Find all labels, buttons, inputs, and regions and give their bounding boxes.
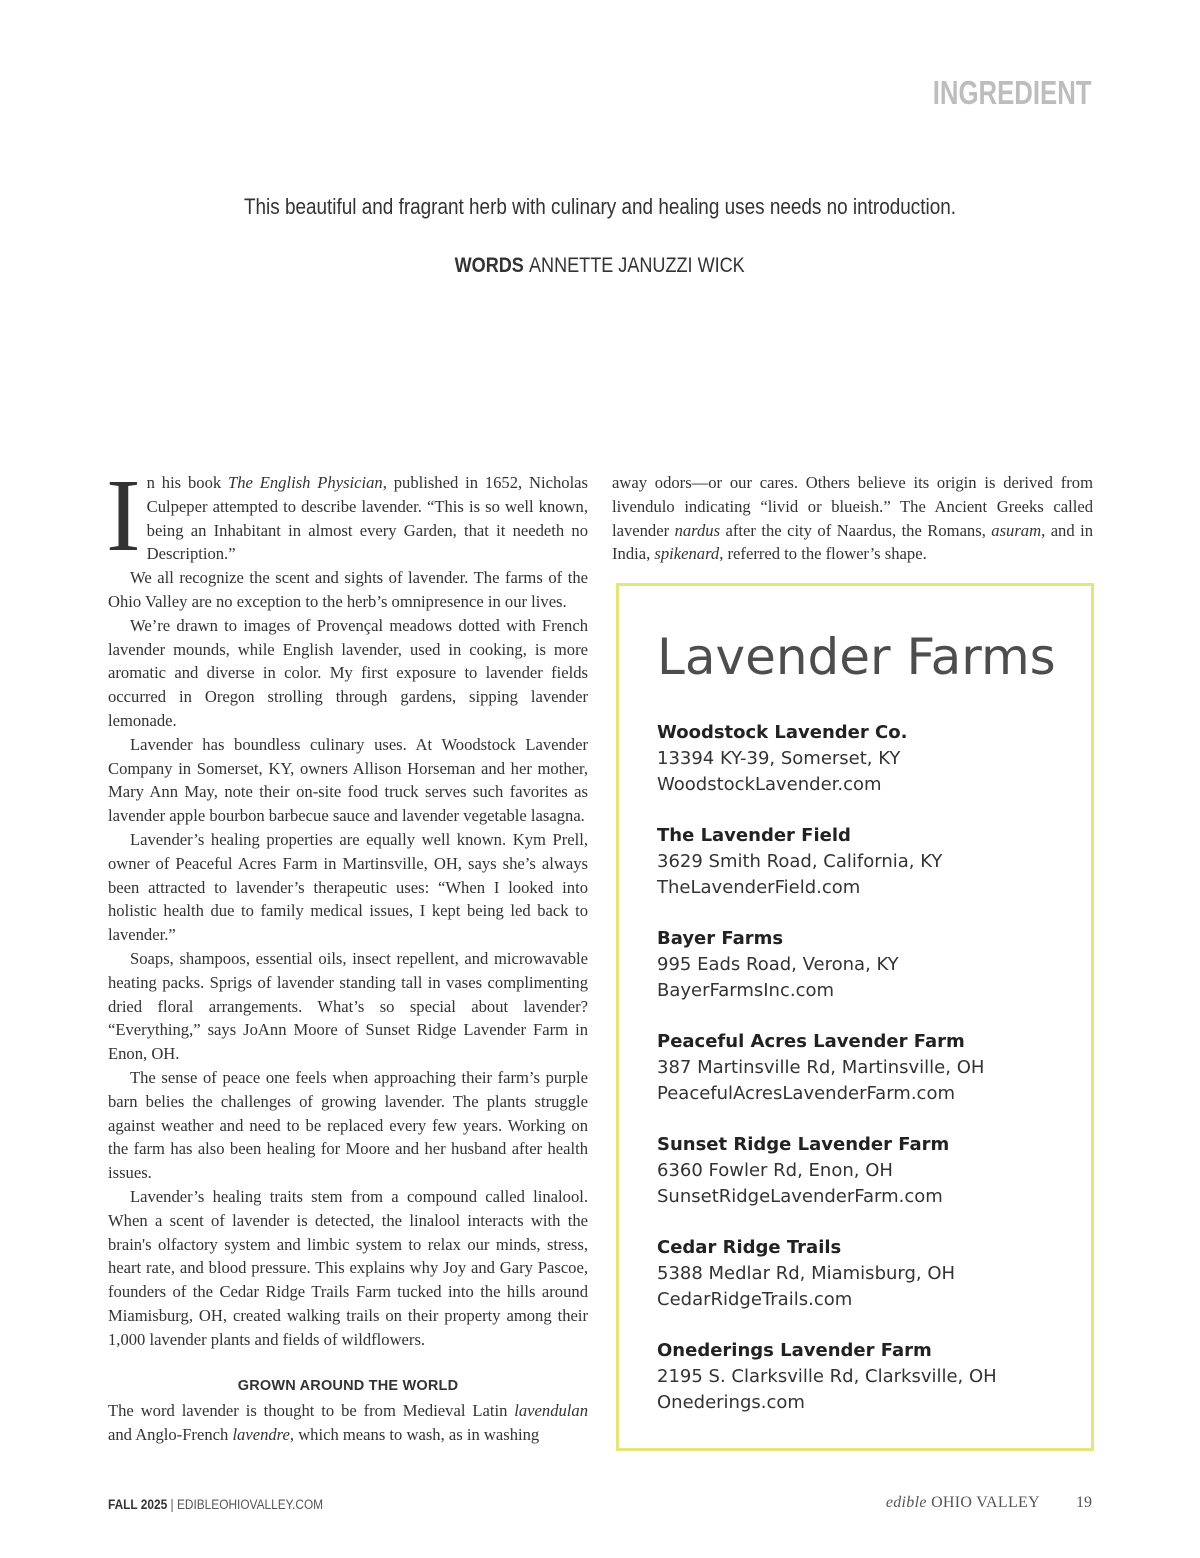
- p9-text-b: and Anglo-French: [108, 1425, 233, 1445]
- farm-website: CedarRidgeTrails.com: [657, 1289, 853, 1310]
- farm-name: The Lavender Field: [657, 825, 851, 846]
- paragraph-10: [612, 471, 1093, 566]
- sidebar-title: [657, 628, 1056, 686]
- farm-website: Onederings.com: [657, 1392, 805, 1413]
- p9-text-c: , which means to wash, as in washing: [289, 1425, 540, 1445]
- r1-text-a: away odors—or our cares. Others believe its origin is derived from livendulo indicating “livid or blueish.” The Ancient Greeks called lavender: [612, 473, 1093, 540]
- sidebar-title-text: Lavender Farms: [657, 628, 1056, 686]
- farm-address: 5388 Medlar Rd, Miamisburg, OH: [657, 1263, 956, 1284]
- farm-website: BayerFarmsInc.com: [657, 980, 835, 1001]
- french-word: lavendre: [232, 1425, 290, 1445]
- farm-name: Onederings Lavender Farm: [657, 1340, 932, 1361]
- farm-website: PeacefulAcresLavenderFarm.com: [657, 1083, 955, 1104]
- farm-address: 6360 Fowler Rd, Enon, OH: [657, 1160, 893, 1181]
- farm-website: WoodstockLavender.com: [657, 774, 882, 795]
- publication-region: OHIO VALLEY: [931, 1494, 1040, 1511]
- article-column-left: [106, 458, 589, 1447]
- paragraph-2: We all recognize the scent and sights of lavender. The farms of the Ohio Valley are no exception to the herb’s omnipresence in our lives.: [108, 568, 588, 611]
- word-asuram: asuram: [991, 520, 1042, 540]
- drop-cap: I: [106, 458, 141, 573]
- paragraph-3: We’re drawn to images of Provençal meadows dotted with French lavender mounds, while English lavender, used in cooking, is more aromatic and diverse in color. My first exposure to lavender fields occurred in Oregon strolling through gardens, sipping lavender lemonade.: [108, 615, 588, 730]
- deck-text: This beautiful and fragrant herb with culinary and healing uses needs no introduction.: [243, 194, 957, 219]
- farm-name: Woodstock Lavender Co.: [657, 722, 908, 743]
- paragraph-8: Lavender’s healing traits stem from a compound called linalool. When a scent of lavender is detected, the linalool interacts with the brain's olfactory system and limbic system to relax our minds, stress, heart rate, and blood pressure. This explains why Joy and Gary Pascoe, founders of the Cedar Ridge Trails Farm tucked into the hills around Miamisburg, OH, created walking trails on their property among their 1,000 lavender plants and fields of wildflowers.: [108, 1186, 588, 1349]
- byline-author: ANNETTE JANUZZI WICK: [529, 254, 746, 277]
- farm-website: TheLavenderField.com: [657, 877, 861, 898]
- farm-entry: [657, 823, 1077, 901]
- farm-entry: [657, 1235, 1077, 1313]
- footer-right: [886, 1494, 1092, 1512]
- footer-left-inner: [108, 1497, 323, 1512]
- p9-text-a: The word lavender is thought to be from Medieval Latin: [108, 1401, 515, 1421]
- farm-address: 3629 Smith Road, California, KY: [657, 851, 943, 872]
- farm-address: 387 Martinsville Rd, Martinsville, OH: [657, 1057, 985, 1078]
- publication-name: [886, 1494, 1040, 1511]
- paragraph-4: Lavender has boundless culinary uses. At Woodstock Lavender Company in Somerset, KY, owners Allison Horseman and her mother, Mary Ann May, note their on-site food truck serves such favorites as lavender apple bourbon barbecue sauce and lavender vegetable lasagna.: [108, 734, 588, 826]
- farm-address: 995 Eads Road, Verona, KY: [657, 954, 899, 975]
- article-deck: [0, 194, 1200, 220]
- footer-separator: |: [170, 1497, 174, 1512]
- publication-italic: edible: [885, 1494, 927, 1511]
- section-label: INGREDIENT: [933, 74, 1092, 111]
- footer-left: [108, 1497, 352, 1512]
- farm-address: 2195 S. Clarksville Rd, Clarksville, OH: [657, 1366, 997, 1387]
- paragraph-6: Soaps, shampoos, essential oils, insect repellent, and microwavable heating packs. Sprigs of lavender standing tall in vases complimenting dried floral arrangements. What’s so special about lavender? “Everything,” says JoAnn Moore of Sunset Ridge Lavender Farm in Enon, OH.: [108, 948, 588, 1064]
- r1-text-c: , and in India,: [612, 520, 1094, 564]
- subhead: GROWN AROUND THE WORLD: [237, 1378, 459, 1395]
- farm-entry: [657, 720, 1077, 798]
- article-column-right: [612, 471, 1093, 566]
- byline: [0, 254, 1200, 278]
- book-title: The English Physician: [228, 473, 383, 492]
- paragraph-9: [108, 1399, 588, 1447]
- farm-name: Bayer Farms: [657, 928, 784, 949]
- latin-word: lavendulan: [514, 1401, 588, 1421]
- farm-name: Sunset Ridge Lavender Farm: [657, 1134, 950, 1155]
- farm-address: 13394 KY-39, Somerset, KY: [657, 748, 901, 769]
- farm-website: SunsetRidgeLavenderFarm.com: [657, 1186, 943, 1207]
- word-spikenard: spikenard: [654, 544, 720, 564]
- p1-text-b: , published in 1652, Nicholas Culpeper attempted to describe lavender. “This is so well known, being an Inhabitant in almost every Garden, that it needeth no Description.”: [146, 473, 589, 564]
- r1-text-d: , referred to the flower’s shape.: [719, 544, 927, 564]
- site-url: EDIBLEOHIOVALLEY.COM: [176, 1497, 324, 1512]
- lavender-farms-sidebar: [616, 583, 1094, 1451]
- paragraph-1: [106, 458, 589, 573]
- paragraph-7: The sense of peace one feels when approaching their farm’s purple barn belies the challenges of growing lavender. The plants struggle against weather and need to be replaced every few years. Working on the farm has also been healing for Moore and her husband after health issues.: [108, 1067, 588, 1183]
- byline-label: WORDS: [454, 254, 525, 277]
- farm-name: Peaceful Acres Lavender Farm: [657, 1031, 965, 1052]
- farm-entry: [657, 1132, 1077, 1210]
- farm-name: Cedar Ridge Trails: [657, 1237, 842, 1258]
- farm-list: [657, 720, 1077, 1441]
- byline-inner: [455, 254, 745, 278]
- r1-text-b: after the city of Naardus, the Romans,: [720, 520, 992, 540]
- page-number: 19: [1076, 1494, 1092, 1511]
- issue-label: FALL 2025: [108, 1497, 168, 1512]
- farm-entry: [657, 926, 1077, 1004]
- p1-text-a: n his book: [146, 473, 229, 492]
- farm-entry: [657, 1338, 1077, 1416]
- farm-entry: [657, 1029, 1077, 1107]
- paragraph-5: Lavender’s healing properties are equally well known. Kym Prell, owner of Peaceful Acres Farm in Martinsville, OH, says she’s always been attracted to lavender’s therapeutic uses: “When I looked into holistic health due to family medical issues, I kept being led back to lavender.”: [108, 829, 588, 945]
- word-nardus: nardus: [674, 520, 721, 540]
